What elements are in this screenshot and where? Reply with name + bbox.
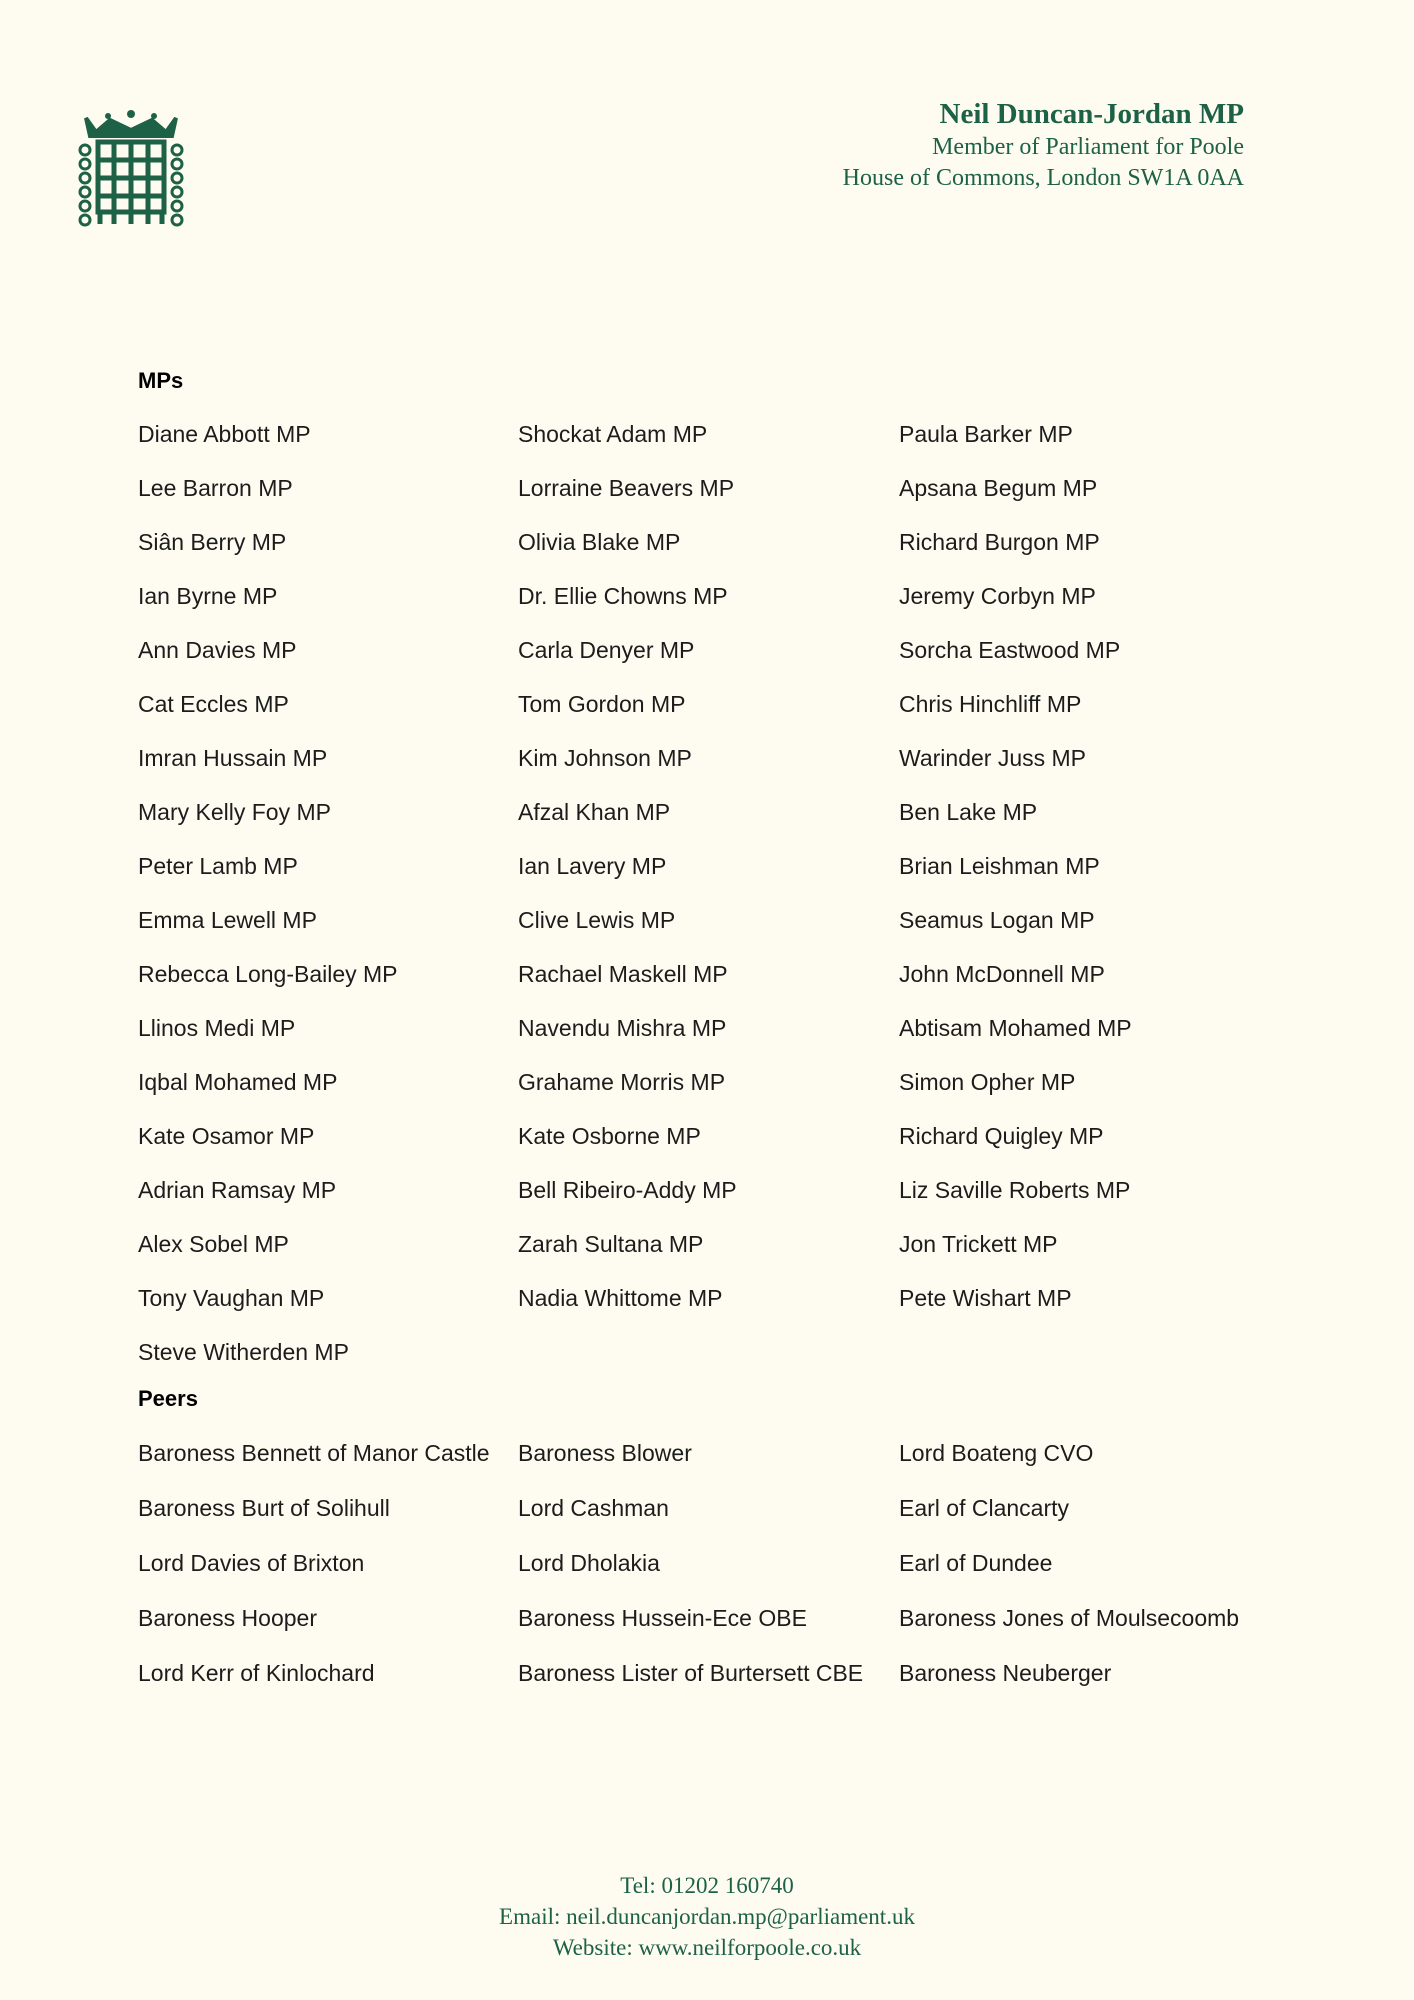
signatory-name: Kate Osborne MP xyxy=(518,1123,701,1149)
signatory-name: Warinder Juss MP xyxy=(899,745,1087,771)
signatory-name: Lord Kerr of Kinlochard xyxy=(138,1660,375,1686)
signatory-name: Lord Boateng CVO xyxy=(899,1440,1094,1466)
telephone: Tel: 01202 160740 xyxy=(620,1873,794,1898)
signatory-name: Jeremy Corbyn MP xyxy=(899,583,1096,609)
signatory-name: Lorraine Beavers MP xyxy=(518,475,735,501)
website: Website: www.neilforpoole.co.uk xyxy=(552,1935,862,1960)
signatory-name: Nadia Whittome MP xyxy=(518,1285,723,1311)
peers-list xyxy=(138,1414,1278,1689)
signatory-name: Cat Eccles MP xyxy=(138,691,289,717)
signatory-name: Baroness Hussein-Ece OBE xyxy=(518,1605,807,1631)
signatory-name: Bell Ribeiro-Addy MP xyxy=(518,1177,737,1203)
signatory-name: Llinos Medi MP xyxy=(138,1015,296,1041)
signatory-name: Grahame Morris MP xyxy=(518,1069,726,1095)
signatory-name: Richard Burgon MP xyxy=(899,529,1100,555)
signatory-name: Mary Kelly Foy MP xyxy=(138,799,331,825)
signatory-name: Earl of Dundee xyxy=(899,1550,1053,1576)
signatory-name: Brian Leishman MP xyxy=(899,853,1100,879)
contact-footer xyxy=(0,1870,1414,1963)
signatory-name: Kate Osamor MP xyxy=(138,1123,315,1149)
signatory-name: Baroness Bennett of Manor Castle xyxy=(138,1440,490,1466)
signatory-name: Seamus Logan MP xyxy=(899,907,1095,933)
signatory-name: Ian Byrne MP xyxy=(138,583,278,609)
peers-heading: Peers xyxy=(138,1386,198,1411)
signatory-name: Paula Barker MP xyxy=(899,421,1073,447)
signatory-name: Baroness Burt of Solihull xyxy=(138,1495,390,1521)
signatory-name: Rachael Maskell MP xyxy=(518,961,728,987)
signatory-name: Afzal Khan MP xyxy=(518,799,671,825)
signatory-name: Baroness Neuberger xyxy=(899,1660,1112,1686)
signatory-name: Kim Johnson MP xyxy=(518,745,692,771)
signatory-name: Ian Lavery MP xyxy=(518,853,667,879)
signatory-name: Rebecca Long-Bailey MP xyxy=(138,961,398,987)
signatory-name: Adrian Ramsay MP xyxy=(138,1177,337,1203)
signatory-name: Lord Cashman xyxy=(518,1495,669,1521)
signatory-name: Tony Vaughan MP xyxy=(138,1285,325,1311)
letterhead xyxy=(843,96,1244,194)
signatory-name: Jon Trickett MP xyxy=(899,1231,1058,1257)
portcullis-icon xyxy=(78,106,184,232)
signatory-name: Emma Lewell MP xyxy=(138,907,317,933)
signatory-name: Alex Sobel MP xyxy=(138,1231,289,1257)
signatory-name: Tom Gordon MP xyxy=(518,691,686,717)
signatory-name: Iqbal Mohamed MP xyxy=(138,1069,338,1095)
signatory-name: Chris Hinchliff MP xyxy=(899,691,1082,717)
signatory-name: Sorcha Eastwood MP xyxy=(899,637,1121,663)
signatory-name: Navendu Mishra MP xyxy=(518,1015,727,1041)
signatory-name: Apsana Begum MP xyxy=(899,475,1098,501)
signatory-name: Richard Quigley MP xyxy=(899,1123,1104,1149)
signatory-name: Ann Davies MP xyxy=(138,637,297,663)
signatory-name: Lord Davies of Brixton xyxy=(138,1550,365,1576)
signatory-name: Simon Opher MP xyxy=(899,1069,1076,1095)
address: House of Commons, London SW1A 0AA xyxy=(842,165,1244,191)
signatory-name: Baroness Blower xyxy=(518,1440,692,1466)
signatory-name: Dr. Ellie Chowns MP xyxy=(518,583,728,609)
signatory-name: Siân Berry MP xyxy=(138,529,287,555)
mps-heading: MPs xyxy=(138,368,184,393)
signatory-name: John McDonnell MP xyxy=(899,961,1105,987)
signatory-name: Zarah Sultana MP xyxy=(518,1231,704,1257)
signatory-name: Earl of Clancarty xyxy=(899,1495,1070,1521)
signatory-name: Clive Lewis MP xyxy=(518,907,676,933)
signatory-name: Ben Lake MP xyxy=(899,799,1038,825)
signatory-name: Lee Barron MP xyxy=(138,475,293,501)
signatory-name: Abtisam Mohamed MP xyxy=(899,1015,1132,1041)
email: Email: neil.duncanjordan.mp@parliament.uk xyxy=(499,1904,915,1929)
signatory-name: Baroness Hooper xyxy=(138,1605,317,1631)
signatory-name: Lord Dholakia xyxy=(518,1550,660,1576)
signatory-name: Liz Saville Roberts MP xyxy=(899,1177,1131,1203)
signatory-name: Diane Abbott MP xyxy=(138,421,311,447)
mps-list xyxy=(138,396,1278,1368)
signatory-name: Carla Denyer MP xyxy=(518,637,695,663)
mp-name: Neil Duncan-Jordan MP xyxy=(939,98,1244,130)
signatory-name: Peter Lamb MP xyxy=(138,853,298,879)
signatory-name: Imran Hussain MP xyxy=(138,745,328,771)
constituency: Member of Parliament for Poole xyxy=(932,134,1244,160)
signatory-name: Olivia Blake MP xyxy=(518,529,681,555)
signatory-name: Baroness Lister of Burtersett CBE xyxy=(518,1660,864,1686)
signatories xyxy=(138,366,1278,1689)
signatory-name: Steve Witherden MP xyxy=(138,1339,349,1365)
signatory-name: Shockat Adam MP xyxy=(518,421,708,447)
signatory-name: Pete Wishart MP xyxy=(899,1285,1072,1311)
signatory-name: Baroness Jones of Moulsecoomb xyxy=(899,1605,1240,1631)
